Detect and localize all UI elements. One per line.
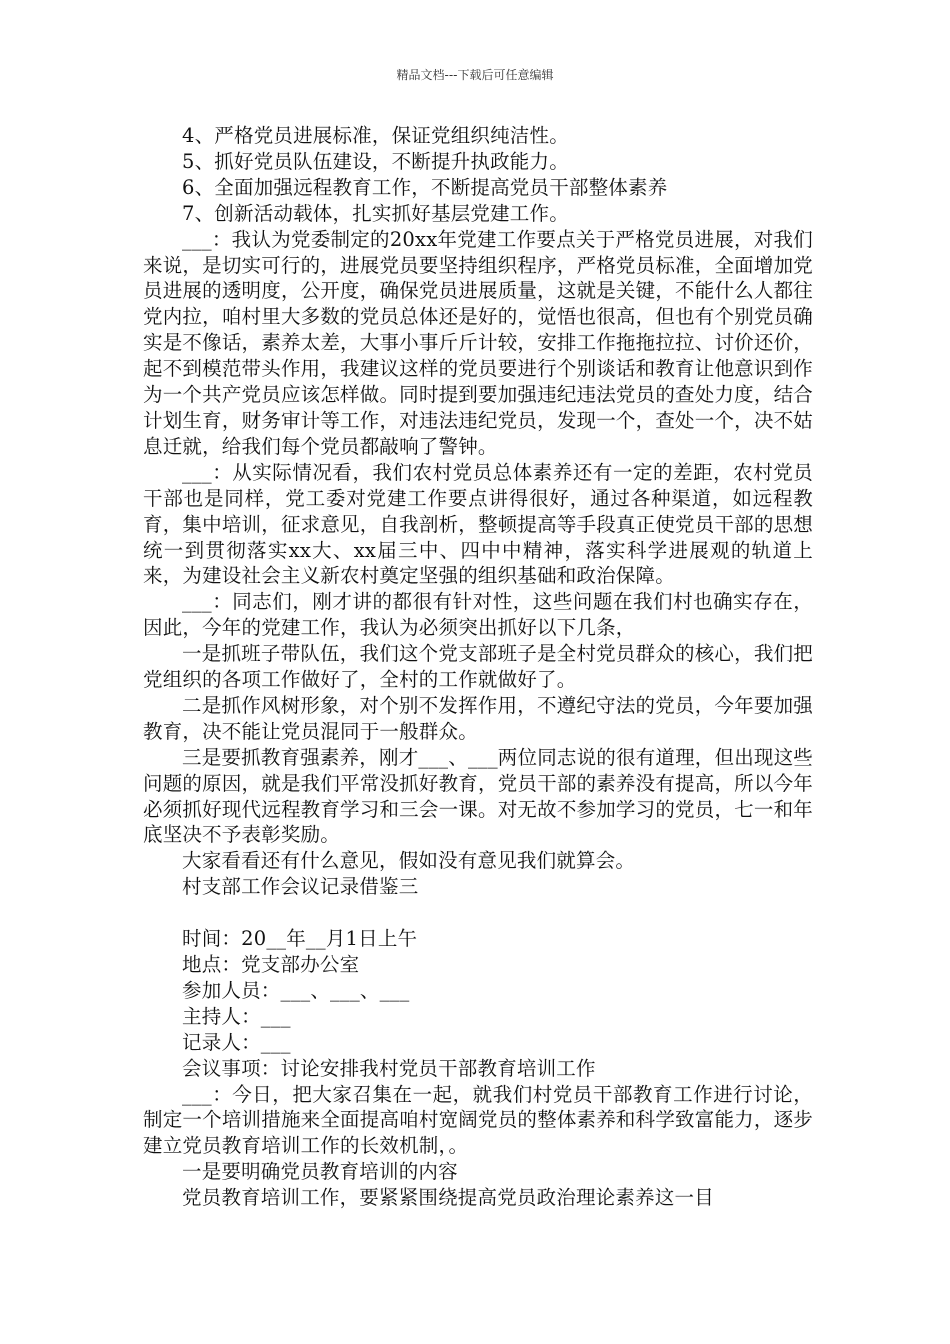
meeting-agenda: 会议事项：讨论安排我村党员干部教育培训工作: [182, 1056, 596, 1080]
meeting-time: 时间：20__年__月1日上午: [182, 927, 418, 951]
meeting-recorder: 记录人：___: [182, 1030, 291, 1054]
list-item-4: 4、严格党员进展标准，保证党组织纯洁性。: [182, 124, 569, 147]
speech-paragraph: ___：今日，把大家召集在一起，就我们村党员干部教育工作进行讨论，制定一个培训措施来全面提高咱村宽阔党员的整体素养和科学致富能力，逐步建立党员教育培训工作的长效机制，。: [143, 1082, 813, 1158]
page-header: 精品文档---下载后可任意编辑: [396, 68, 554, 82]
point-paragraph: 三是要抓教育强素养，刚才___、___两位同志说的很有道理，但出现这些问题的原因，就是我们平常没抓好教育，党员干部的素养没有提高，所以今年必须抓好现代远程教育学习和三会一课。对无故不参加学习的党员，七一和年底坚决不予表彰奖励。: [143, 745, 814, 847]
speech-paragraph: ___：从实际情况看，我们农村党员总体素养还有一定的差距，农村党员干部也是同样，党工委对党建工作要点讲得很好，通过各种渠道，如远程教育，集中培训，征求意见，自我剖析，整顿提高等手段真正使党员干部的思想统一到贯彻落实xx大、xx届三中、四中中精神，落实科学进展观的轨道上来，为建设社会主义新农村奠定坚强的组织基础和政治保障。: [143, 460, 813, 588]
list-item-7: 7、创新活动载体，扎实抓好基层党建工作。: [182, 201, 569, 225]
meeting-host: 主持人：___: [182, 1004, 291, 1028]
meeting-location: 地点：党支部办公室: [182, 952, 360, 976]
meeting-attendees: 参加人员：___、___、___: [182, 978, 410, 1002]
document-body: [143, 123, 813, 1211]
point-paragraph: 一是抓班子带队伍，我们这个党支部班子是全村党员群众的核心，我们把党组织的各项工作做好了，全村的工作就做好了。: [143, 642, 813, 692]
body-paragraph: 党员教育培训工作，要紧紧围绕提高党员政治理论素养这一目: [182, 1186, 714, 1210]
speech-paragraph: ___：同志们，刚才讲的都很有针对性，这些问题在我们村也确实存在，因此，今年的党建工作，我认为必须突出抓好以下几条，: [143, 590, 813, 640]
closing-paragraph: 大家看看还有什么意见，假如没有意见我们就算会。: [182, 849, 636, 873]
list-item-5: 5、抓好党员队伍建设，不断提升执政能力。: [182, 149, 569, 173]
speech-paragraph: ___：我认为党委制定的20xx年党建工作要点关于严格党员进展，对我们来说，是切实可行的，进展党员要坚持组织程序，严格党员标准，全面增加党员进展的透明度，公开度，确保党员进展质量，这就是关键，不能什么人都往党内拉，咱村里大多数的党员总体还是好的，觉悟也很高，但也有个别党员确实是不像话，素养太差，大事小事斤斤计较，安排工作拖拖拉拉、讨价还价，起不到模范带头作用，我建议这样的党员要进行个别谈话和教育让他意识到作为一个共产党员应该怎样做。同时提到要加强违纪违法党员的查处力度，结合计划生育，财务审计等工作，对违法违纪党员，发现一个，查处一个，决不姑息迁就，给我们每个党员都敲响了警钟。: [143, 227, 813, 458]
point-paragraph: 一是要明确党员教育培训的内容: [182, 1160, 458, 1184]
list-item-6: 6、全面加强远程教育工作，不断提高党员干部整体素养: [182, 175, 668, 199]
section-title: 村支部工作会议记录借鉴三: [182, 875, 419, 899]
blank-line: [143, 900, 813, 926]
point-paragraph: 二是抓作风树形象，对个别不发挥作用，不遵纪守法的党员，今年要加强教育，决不能让党员混同于一般群众。: [143, 693, 813, 743]
